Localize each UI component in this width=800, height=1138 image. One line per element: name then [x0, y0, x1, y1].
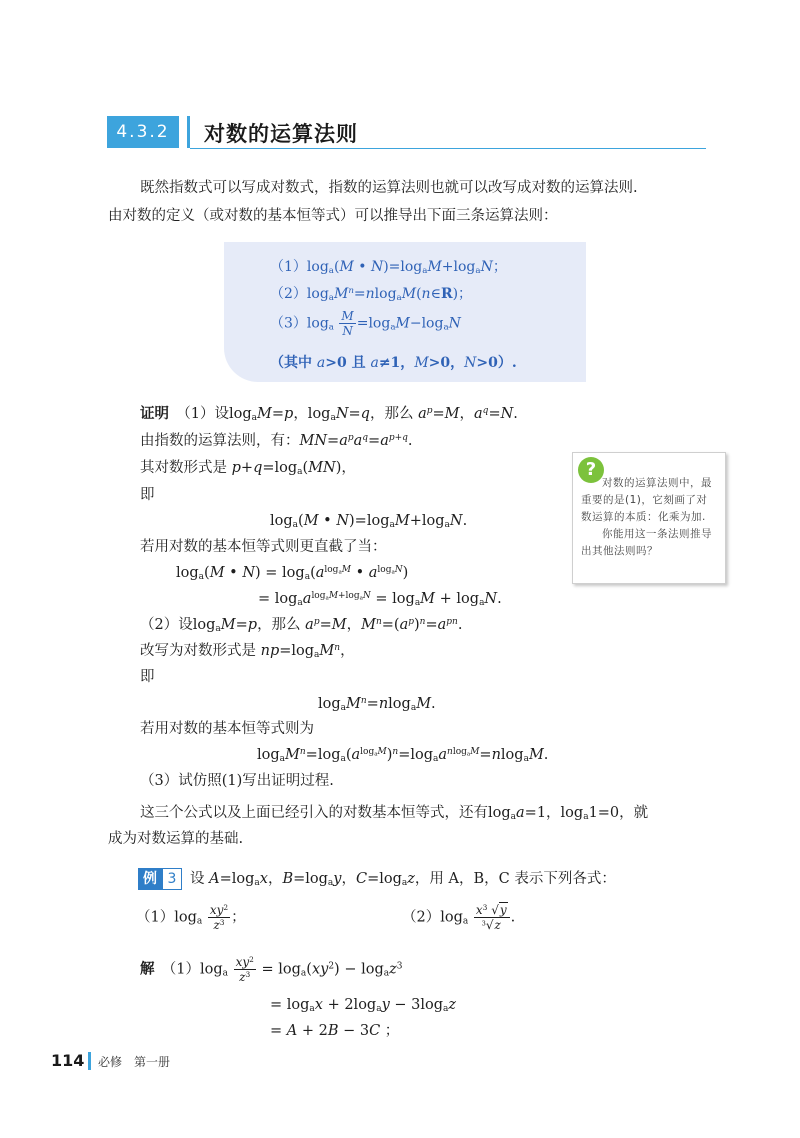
footer-divider [88, 1052, 91, 1070]
proof-line-12: 若用对数的基本恒等式则为 [140, 721, 314, 737]
proof-line-2: 由指数的运算法则，有：$MN=a^pa^q=a^{p+q}$. [140, 433, 413, 449]
example-q2: $(2)\log_a$ $\frac{x^3 √y}{^3√z}$ . [402, 902, 516, 932]
proof-ji-1: 即 [140, 487, 155, 503]
proof-line-14: （3）试仿照(1)写出证明过程. [140, 773, 334, 789]
proof-line-8: （2）设$\log_aM=p$，那么 $a^p=M$，$M^n=(a^p)^n=a^{pn}$. [140, 617, 463, 635]
page-number: 114 [51, 1051, 85, 1070]
proof-line-11: $\log_aM^n=nlog_aM$. [318, 696, 436, 714]
intro-line-2: 由对数的定义（或对数的基本恒等式）可以推导出下面三条运算法则： [108, 208, 558, 224]
section-title: 对数的运算法则 [204, 122, 358, 146]
note-text-2: 你能用这一条法则推导出其他法则吗？ [581, 528, 712, 557]
rule-condition: （其中 a>0 且 a≠1，M>0，N>0）. [270, 355, 517, 371]
note-text-1: 对数的运算法则中，最重要的是(1)，它刻画了对数运算的本质：化乘为加. [581, 477, 712, 523]
summary-line-1: 这三个公式以及上面已经引入的对数基本恒等式，还有$\log_aa=1$，$\log_a1=0$，就 [140, 805, 649, 823]
rule-3: $(3)\log_a$ $\frac{M}{N}$ $=\log_aM-\log_aN$ [270, 309, 461, 338]
header-rule [190, 148, 706, 149]
solution-line-3: = A + 2B − 3C ； [270, 1023, 400, 1039]
rule-1: $(1)\log_a(M$ • $N)=\log_aM+\log_aN$； [270, 259, 507, 277]
proof-line-1: 证明 （1）设$\log_aM=p$，$\log_aN=q$，那么 $a^p=M$，$a^q=N$. [140, 405, 518, 424]
solution-line-2: = $\log_ax + 2\log_ay - 3\log_az$ [270, 997, 457, 1015]
summary-line-2: 成为对数运算的基础. [108, 831, 244, 847]
proof-line-6: $\log_a(M$ • $N) = \log_a(a^{log_aM}$ • $a^{log_aN}$) [176, 565, 409, 583]
rules-box [224, 242, 586, 382]
example-q1: $(1)\log_a$ $\frac{xy^2}{z^3}$ ； [136, 902, 246, 932]
intro-line-1: 既然指数式可以写成对数式，指数的运算法则也就可以改写成对数的运算法则. [140, 180, 638, 196]
proof-line-13: $\log_aM^n=\log_a(a^{log_aM})^n=\log_aa^{nlog_aM}=nlog_aM$. [257, 747, 549, 765]
section-number: 4.3.2 [107, 116, 179, 148]
example-intro: 设 $A=\log_ax$，$B=\log_ay$，$C=\log_az$，用 A，B，C 表示下列各式： [190, 871, 616, 889]
proof-line-9: 改写为对数形式是 $np=\log_aM^n$， [140, 643, 355, 661]
rule-2: $(2)\log_aM^n=nlog_aM(n\in R)$； [270, 286, 473, 304]
proof-line-5: 若用对数的基本恒等式则更直截了当： [140, 539, 387, 555]
question-icon: ? [578, 457, 604, 483]
example-number: 3 [162, 868, 182, 890]
proof-line-3: 其对数形式是 $p+q=\log_a(MN)$， [140, 460, 356, 478]
proof-line-7: = $\log_aa^{log_aM+log_aN} = \log_aM + \log_aN$. [258, 591, 502, 609]
solution-line-1: 解 $(1)\log_a$ $\frac{xy^2}{z^3}$ = $\log_a(xy^2) - \log_az^3$ [140, 954, 403, 984]
book-title: 必修 第一册 [98, 1055, 171, 1069]
proof-line-4: $\log_a(M$ • $N)=\log_aM+\log_aN$. [270, 513, 468, 531]
proof-ji-2: 即 [140, 669, 155, 685]
example-tag: 例 [138, 868, 162, 890]
section-divider [187, 116, 190, 148]
